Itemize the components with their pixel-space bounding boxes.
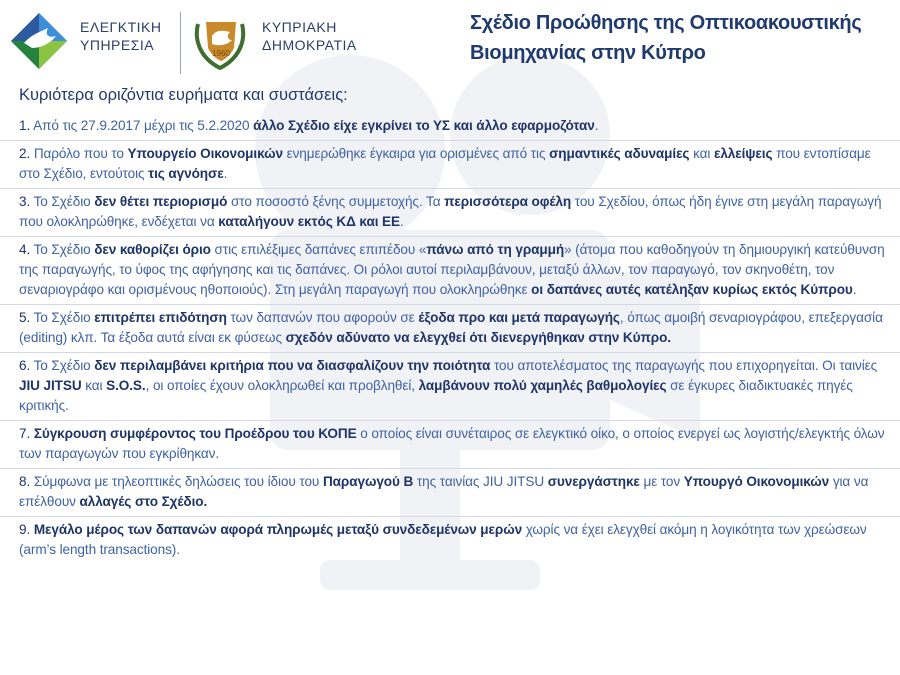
finding-text: . <box>594 118 599 133</box>
finding-text: ενημερώθηκε έγκαιρα για ορισμένες από τις <box>282 146 550 161</box>
finding-number: 2. <box>19 146 34 161</box>
finding-text: στο ποσοστό ξένης συμμετοχής. Τα <box>227 194 445 209</box>
finding-item <box>0 113 900 141</box>
republic-wordmark <box>262 18 357 54</box>
finding-number: 1. <box>19 118 34 133</box>
finding-emphasis: Μεγάλο μέρος των δαπανών αφορά πληρωμές μεταξύ συνδεδεμένων μερών <box>33 522 523 537</box>
finding-text: που εντοπίσαμε στο Σχέδιο, εντούτοις <box>19 146 871 181</box>
finding-text: Από τις 27.9.2017 μέχρι τις 5.2.2020 <box>33 118 254 133</box>
finding-emphasis: ελλείψεις <box>713 146 773 161</box>
finding-emphasis: καταλήγουν εκτός ΚΔ και ΕΕ <box>218 214 400 229</box>
audit-office-line1: ΕΛΕΓΚΤΙΚΗ <box>80 19 162 35</box>
finding-text: και <box>689 146 714 161</box>
finding-emphasis: δεν περιλαμβάνει κριτήρια που να διασφαλίζουν την ποιότητα <box>94 358 491 373</box>
finding-emphasis: έξοδα προ και μετά παραγωγής <box>418 310 620 325</box>
finding-item <box>0 305 900 353</box>
finding-text: . <box>223 166 228 181</box>
finding-text: του αποτελέσματος της παραγωγής που επιχορηγείται. Οι ταινίες <box>490 358 878 373</box>
finding-emphasis: δεν καθορίζει όριο <box>94 242 211 257</box>
finding-text: Το Σχέδιο <box>33 358 95 373</box>
finding-number: 4. <box>19 242 34 257</box>
finding-number: 9. <box>19 522 34 537</box>
finding-text: Το Σχέδιο <box>33 242 95 257</box>
finding-item <box>0 517 900 564</box>
finding-text: για να επέλθουν <box>19 474 869 509</box>
finding-emphasis: άλλο Σχέδιο είχε εγκρίνει το ΥΣ και άλλο εφαρμοζόταν <box>253 118 595 133</box>
finding-text: με τον <box>639 474 684 489</box>
finding-number: 6. <box>19 358 34 373</box>
slide-title <box>470 8 895 68</box>
cyprus-coat-of-arms-icon <box>190 10 252 72</box>
finding-emphasis: Υπουργείο Οικονομικών <box>127 146 283 161</box>
finding-text: Παρόλο που το <box>33 146 128 161</box>
finding-emphasis: αλλαγές στο Σχέδιο. <box>79 494 208 509</box>
finding-text: , οι οποίες έχουν ολοκληρωθεί και προβληθεί, <box>145 378 419 393</box>
finding-emphasis: συνεργάστηκε <box>547 474 640 489</box>
slide-title-line1: Σχέδιο Προώθησης της Οπτικοακουστικής <box>470 12 862 34</box>
finding-emphasis: JIU JITSU <box>19 378 82 393</box>
finding-emphasis: τις αγνόησε <box>148 166 224 181</box>
finding-text: της ταινίας JIU JITSU <box>413 474 548 489</box>
finding-text: του Σχεδίου, όπως ήδη έγινε στη μεγάλη παραγωγή που ολοκληρώθηκε, ενδέχεται να <box>19 194 882 229</box>
finding-emphasis: περισσότερα οφέλη <box>444 194 572 209</box>
finding-text: Το Σχέδιο <box>33 310 95 325</box>
finding-emphasis: Υπουργό Οικονομικών <box>683 474 830 489</box>
finding-text: σε έγκυρες διαδικτυακές πηγές κριτικής. <box>19 378 853 413</box>
finding-text: Σύμφωνα με τηλεοπτικές δηλώσεις του ίδιου του <box>33 474 323 489</box>
finding-emphasis: σχεδόν αδύνατο να ελεγχθεί ότι διενεργήθηκαν στην Κύπρο. <box>285 330 671 345</box>
finding-text: . <box>852 282 857 297</box>
finding-emphasis: Σύγκρουση συμφέροντος του Προέδρου του ΚΟΠΕ <box>33 426 357 441</box>
finding-text: ο οποίος είναι συνέταιρος σε ελεγκτικό οίκο, ο οποίος ενεργεί ως λογιστής/ελεγκτής όλων των παραγωγών που εγκρίθηκαν. <box>19 426 885 461</box>
republic-line2: ΔΗΜΟΚΡΑΤΙΑ <box>262 37 357 53</box>
finding-emphasis: πάνω από τη γραμμή <box>426 242 565 257</box>
finding-item <box>0 353 900 421</box>
finding-text: και <box>81 378 107 393</box>
finding-item <box>0 141 900 189</box>
finding-emphasis: δεν θέτει περιορισμό <box>94 194 228 209</box>
finding-text: χωρίς να έχει ελεγχθεί ακόμη η λογικότητα των χρεώσεων (arm’s length transactions). <box>19 522 867 557</box>
finding-number: 3. <box>19 194 34 209</box>
finding-emphasis: επιτρέπει επιδότηση <box>94 310 227 325</box>
finding-emphasis: Παραγωγού Β <box>322 474 414 489</box>
finding-item <box>0 189 900 237</box>
finding-text: στις επιλέξιμες δαπάνες επιπέδου « <box>210 242 427 257</box>
slide-title-line2: Βιομηχανίας στην Κύπρο <box>470 42 706 64</box>
finding-number: 7. <box>19 426 34 441</box>
finding-item <box>0 469 900 517</box>
findings-list <box>0 113 900 564</box>
audit-office-dove-logo-icon <box>10 12 68 70</box>
svg-text:1960: 1960 <box>212 49 230 58</box>
audit-office-line2: ΥΠΗΡΕΣΙΑ <box>80 37 155 53</box>
finding-text: των δαπανών που αφορούν σε <box>226 310 419 325</box>
logo-divider <box>180 12 181 74</box>
finding-emphasis: σημαντικές αδυναμίες <box>549 146 690 161</box>
findings-subheading: Κυριότερα οριζόντια ευρήματα και συστάσεις: <box>19 86 348 104</box>
finding-text: , όπως αμοιβή σεναριογράφου, επεξεργασία (editing) κλπ. Τα έξοδα αυτά είναι εκ φύσεως <box>19 310 883 345</box>
finding-text: » (άτομα που καθοδηγούν τη δημιουργική κατεύθυνση της παραγωγής, το ύφος της αφήγησης και τις δαπάνες. Οι ρόλοι αυτοί περιλαμβάνουν, μεταξύ άλλων, τον παραγωγό, τον σκηνοθέτη, τον σεναριογράφο και ορισμένους ηθοποιούς). Στη μεγάλη παραγωγή που ολοκληρώθηκε <box>19 242 885 297</box>
finding-text: Το Σχέδιο <box>33 194 95 209</box>
republic-line1: ΚΥΠΡΙΑΚΗ <box>262 19 337 35</box>
finding-emphasis: λαμβάνουν πολύ χαμηλές βαθμολογίες <box>418 378 667 393</box>
finding-item <box>0 421 900 469</box>
finding-emphasis: οι δαπάνες αυτές κατέληξαν κυρίως εκτός Κύπρου <box>531 282 853 297</box>
finding-number: 8. <box>19 474 34 489</box>
finding-text: . <box>400 214 404 229</box>
audit-office-wordmark <box>80 18 161 54</box>
finding-emphasis: S.O.S. <box>106 378 146 393</box>
finding-item <box>0 237 900 305</box>
header <box>0 0 900 82</box>
finding-number: 5. <box>19 310 34 325</box>
